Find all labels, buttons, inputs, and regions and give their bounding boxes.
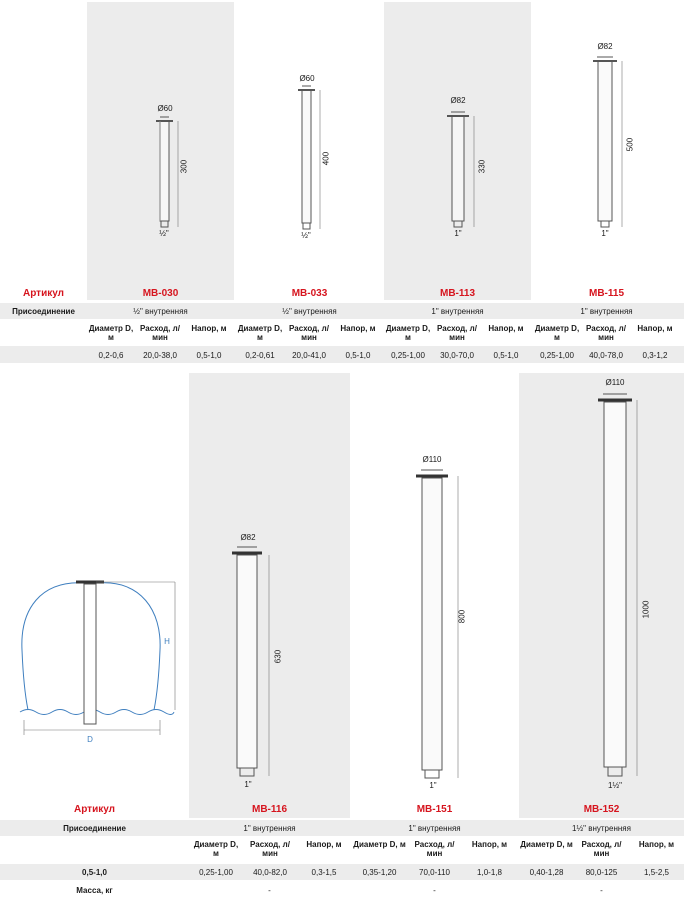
thread-mb-113: 1" — [454, 229, 462, 238]
dim-length-mb-116: 630 — [273, 649, 283, 664]
mass-mb-116: - — [268, 886, 271, 895]
val-h-mb-113: 0,5-1,0 — [493, 351, 519, 360]
col-diameter-1: Диаметр D, м — [88, 324, 134, 342]
val-f-mb-113: 30,0-70,0 — [440, 351, 474, 360]
article-mb-113: MB-113 — [439, 288, 475, 299]
mass-label: Масса, кг — [76, 886, 113, 895]
article-label-bottom: Артикул — [73, 804, 116, 815]
val-d-mb-116: 0,25-1,00 — [199, 868, 233, 877]
col-head-4: Напор, м — [637, 324, 673, 333]
dim-top-mb-115: Ø82 — [597, 42, 613, 51]
thread-mb-030: ½" — [159, 229, 169, 238]
col-flow-1: Расход, л/мин — [140, 324, 180, 342]
diameter-mark: D — [87, 735, 93, 744]
col-diameter-2: Диаметр D, м — [237, 324, 283, 342]
col-head-7: Напор, м — [638, 840, 675, 849]
dim-length-mb-115: 500 — [625, 137, 635, 152]
connection-mb-033: ½" внутренняя — [282, 307, 337, 316]
val-d-mb-113: 0,25-1,00 — [391, 351, 425, 360]
col-diameter-6: Диаметр D, м — [353, 840, 406, 849]
article-mb-151: MB-151 — [416, 804, 453, 815]
val-f-mb-030: 20,0-38,0 — [143, 351, 177, 360]
col-head-6: Напор, м — [471, 840, 508, 849]
dim-top-mb-152: Ø110 — [605, 378, 625, 387]
val-h-mb-116: 0,3-1,5 — [311, 868, 337, 877]
col-flow-6: Расход, л/мин — [414, 840, 455, 858]
connection-mb-151: 1" внутренняя — [408, 824, 461, 833]
col-diameter-7: Диаметр D, м — [520, 840, 573, 849]
val-f-mb-151: 70,0-110 — [419, 868, 450, 877]
dim-top-mb-030: Ø60 — [157, 104, 173, 113]
dim-length-mb-113: 330 — [477, 159, 487, 174]
val-h-mb-115: 0,3-1,2 — [642, 351, 668, 360]
col-flow-3: Расход, л/мин — [437, 324, 477, 342]
val-f-mb-033: 20,0-41,0 — [292, 351, 326, 360]
connection-mb-152: 1½" внутренняя — [572, 824, 631, 833]
article-mb-033: MB-033 — [291, 288, 328, 299]
connection-mb-113: 1" внутренняя — [431, 307, 484, 316]
connection-mb-115: 1" внутренняя — [580, 307, 633, 316]
col-flow-5: Расход, л/мин — [250, 840, 290, 858]
val-f-mb-152: 80,0-125 — [585, 868, 618, 877]
height-mark: H — [164, 637, 170, 646]
connection-label: Присоединение — [12, 307, 75, 316]
row-value-left: 0,5-1,0 — [82, 868, 107, 877]
col-head-2: Напор, м — [340, 324, 376, 333]
article-mb-152: MB-152 — [583, 804, 620, 815]
col-diameter-5: Диаметр D, м — [193, 840, 239, 858]
val-f-mb-116: 40,0-82,0 — [253, 868, 287, 877]
col-flow-4: Расход, л/мин — [586, 324, 626, 342]
val-h-mb-033: 0,5-1,0 — [345, 351, 371, 360]
dim-top-mb-151: Ø110 — [422, 455, 442, 464]
mass-mb-152: - — [600, 886, 603, 895]
val-d-mb-151: 0,35-1,20 — [362, 868, 397, 877]
val-d-mb-030: 0,2-0,6 — [98, 351, 124, 360]
mass-mb-151: - — [433, 886, 436, 895]
col-diameter-3: Диаметр D, м — [385, 324, 431, 342]
col-flow-2: Расход, л/мин — [289, 324, 329, 342]
val-d-mb-152: 0,40-1,28 — [529, 868, 564, 877]
col-diameter-4: Диаметр D, м — [534, 324, 580, 342]
col-head-3: Напор, м — [488, 324, 524, 333]
col-flow-7: Расход, л/мин — [581, 840, 622, 858]
connection-label-bottom: Присоединение — [63, 824, 126, 833]
dim-top-mb-113: Ø82 — [450, 96, 466, 105]
dim-top-mb-033: Ø60 — [299, 74, 315, 83]
thread-mb-152: 1½" — [608, 781, 622, 790]
val-h-mb-152: 1,5-2,5 — [644, 868, 669, 877]
val-h-mb-030: 0,5-1,0 — [196, 351, 222, 360]
connection-mb-116: 1" внутренняя — [243, 824, 296, 833]
article-mb-116: MB-116 — [251, 804, 287, 815]
val-h-mb-151: 1,0-1,8 — [477, 868, 502, 877]
thread-mb-115: 1" — [601, 229, 609, 238]
col-head-5: Напор, м — [306, 840, 342, 849]
val-f-mb-115: 40,0-78,0 — [589, 351, 623, 360]
connection-mb-030: ½" внутренняя — [133, 307, 188, 316]
dim-length-mb-030: 300 — [179, 159, 189, 174]
val-d-mb-115: 0,25-1,00 — [540, 351, 574, 360]
thread-mb-116: 1" — [244, 780, 252, 789]
dim-top-mb-116: Ø82 — [240, 533, 256, 542]
thread-mb-151: 1" — [429, 781, 437, 790]
dim-length-mb-033: 400 — [321, 151, 331, 166]
val-d-mb-033: 0,2-0,61 — [245, 351, 275, 360]
dim-length-mb-151: 800 — [457, 609, 467, 624]
article-mb-030: MB-030 — [142, 288, 179, 299]
article-mb-115: MB-115 — [588, 288, 624, 299]
article-label: Артикул — [22, 288, 65, 299]
col-head-1: Напор, м — [191, 324, 227, 333]
thread-mb-033: ½" — [301, 231, 311, 240]
dim-length-mb-152: 1000 — [641, 600, 651, 619]
